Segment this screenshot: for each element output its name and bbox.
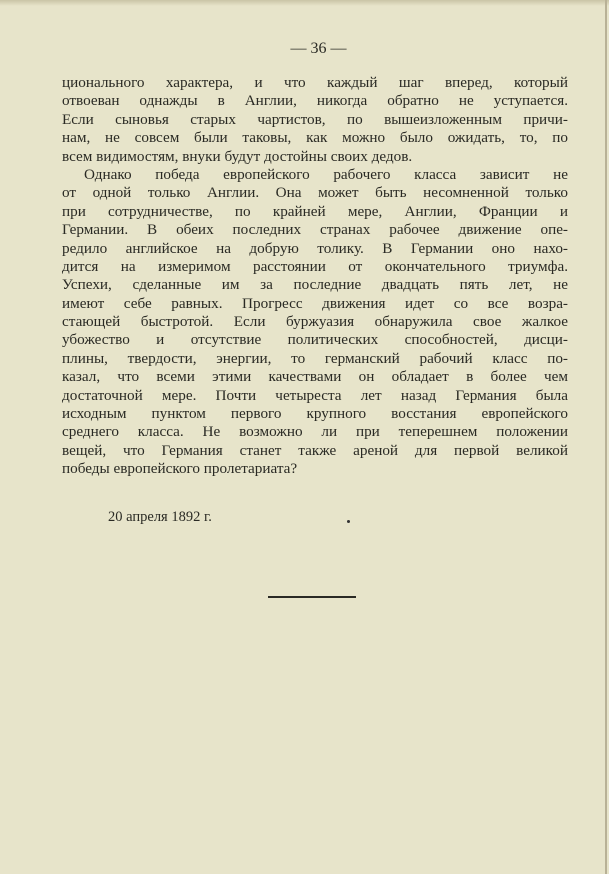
- ink-speck: [347, 520, 350, 523]
- text-line: стающей быстротой. Если буржуазия обнаружила свое жалкое: [62, 313, 568, 331]
- text-line: имеют себе равных. Прогресс движения идет со все возра-: [62, 294, 568, 312]
- paragraph: [62, 166, 568, 479]
- text-line: Германии. В обеих последних странах рабочее движение опе-: [62, 221, 568, 239]
- text-line: всем видимостям, внуки будут достойны своих дедов.: [62, 147, 413, 165]
- text-line: от одной только Англии. Она может быть несомненной только: [62, 184, 568, 202]
- text-line: редило английское на добрую толику. В Германии оно нахо-: [62, 239, 568, 257]
- text-line: дится на измеримом расстоянии от окончательного триумфа.: [62, 257, 568, 275]
- text-line: достаточной мере. Почти четыреста лет назад Германия была: [62, 386, 568, 404]
- text-line: среднего класса. Не возможно ли при теперешнем положении: [62, 423, 568, 441]
- text-line: исходным пунктом первого крупного восстания европейского: [62, 405, 568, 423]
- paragraph: [62, 74, 568, 166]
- body-text: [62, 74, 568, 479]
- text-line: плины, твердости, энергии, то германский рабочий класс по-: [62, 349, 568, 367]
- text-line: отвоеван однажды в Англии, никогда обратно не уступается.: [62, 92, 568, 110]
- text-line: Если сыновья старых чартистов, по вышеизложенным причи-: [62, 110, 568, 128]
- text-line: убожество и отсутствие политических способностей, дисци-: [62, 331, 568, 349]
- text-line: вещей, что Германия станет также ареной для первой великой: [62, 441, 568, 459]
- text-line: Однако победа европейского рабочего класса зависит не: [84, 165, 568, 183]
- text-line: нам, не совсем были таковы, как можно было ожидать, то, по: [62, 129, 568, 147]
- text-line: казал, что всеми этими качествами он обладает в более чем: [62, 368, 568, 386]
- page-number: — 36 —: [290, 40, 347, 57]
- signature-date: 20 апреля 1892 г.: [108, 509, 212, 525]
- text-line: ционального характера, и что каждый шаг вперед, который: [62, 74, 568, 91]
- page-edge: [605, 0, 607, 874]
- end-rule: [268, 596, 356, 598]
- text-line: Успехи, сделанные им за последние двадцать пять лет, не: [62, 276, 568, 294]
- scan-top-shadow: [0, 0, 609, 6]
- text-line: при сотрудничестве, по крайней мере, Англии, Франции и: [62, 202, 568, 220]
- text-line: победы европейского пролетариата?: [62, 460, 298, 478]
